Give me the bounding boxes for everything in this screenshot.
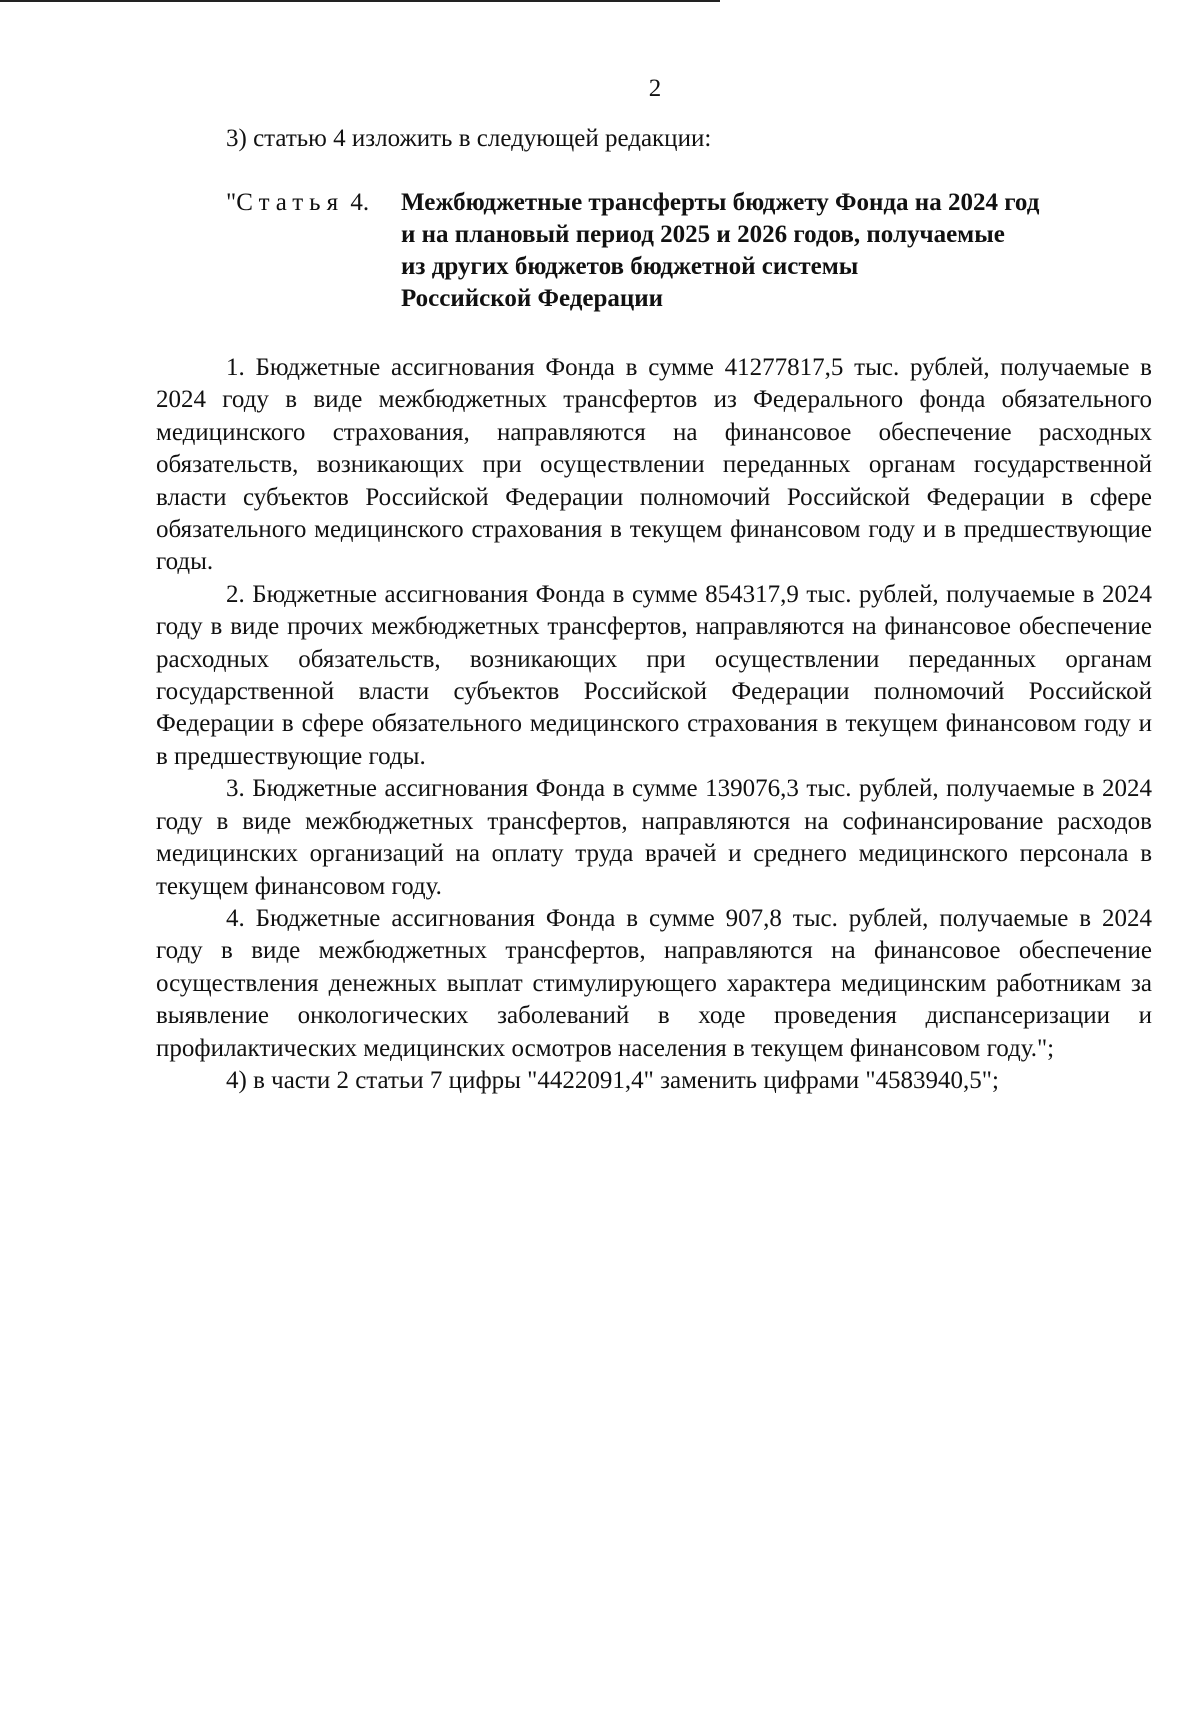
article-title-line: из других бюджетов бюджетной системы xyxy=(401,253,859,280)
article-title xyxy=(401,187,1141,315)
article-label xyxy=(226,187,369,219)
paragraph-4: 4. Бюджетные ассигнования Фонда в сумме 907,8 тыс. рублей, получаемые в 2024 году в виде межбюджетных трансфертов, направляются на финансовое обеспечение осуществления денежных выплат стимулирующего характера медицинским работникам за выявление онкологических заболеваний в ходе проведения диспансеризации и профилактических медицинских осмотров населения в текущем финансовом году."; xyxy=(156,904,1152,1062)
opening-quote: " xyxy=(226,189,237,216)
paragraph-1: 1. Бюджетные ассигнования Фонда в сумме 41277817,5 тыс. рублей, получаемые в 2024 году в виде межбюджетных трансфертов из Федерального фонда обязательного медицинского страхования, направляются на финансовое обеспечение расходных обязательств, возникающих при осуществлении переданных органам государственной власти субъектов Российской Федерации полномочий Российской Федерации в сфере обязательного медицинского страхования в текущем финансовом году и в предшествующие годы. xyxy=(156,354,1152,576)
article-word: Статья xyxy=(236,189,345,216)
article-title-line: и на плановый период 2025 и 2026 годов, получаемые xyxy=(401,221,1005,248)
article-title-line: Российской Федерации xyxy=(401,285,664,312)
paragraph-2: 2. Бюджетные ассигнования Фонда в сумме 854317,9 тыс. рублей, получаемые в 2024 году в виде прочих межбюджетных трансфертов, направляются на финансовое обеспечение расходных обязательств, возникающих при осуществлении переданных органам государственной власти субъектов Российской Федерации полномочий Российской Федерации в сфере обязательного медицинского страхования в текущем финансовом году и в предшествующие годы. xyxy=(156,580,1152,770)
page-number: 2 xyxy=(648,75,662,102)
amendment-intro: 3) статью 4 изложить в следующей редакции: xyxy=(226,125,712,152)
article-title-line: Межбюджетные трансферты бюджету Фонда на 2024 год xyxy=(401,189,1040,216)
article-body xyxy=(156,352,1152,1097)
article-number: 4. xyxy=(350,189,370,216)
amendment-item-4: 4) в части 2 статьи 7 цифры "4422091,4" заменить цифрами "4583940,5"; xyxy=(226,1066,999,1094)
paragraph-3: 3. Бюджетные ассигнования Фонда в сумме 139076,3 тыс. рублей, получаемые в 2024 году в виде межбюджетных трансфертов, направляются на софинансирование расходов медицинских организаций на оплату труда врачей и среднего медицинского персонала в текущем финансовом году. xyxy=(156,775,1152,900)
top-border-line xyxy=(0,0,720,2)
